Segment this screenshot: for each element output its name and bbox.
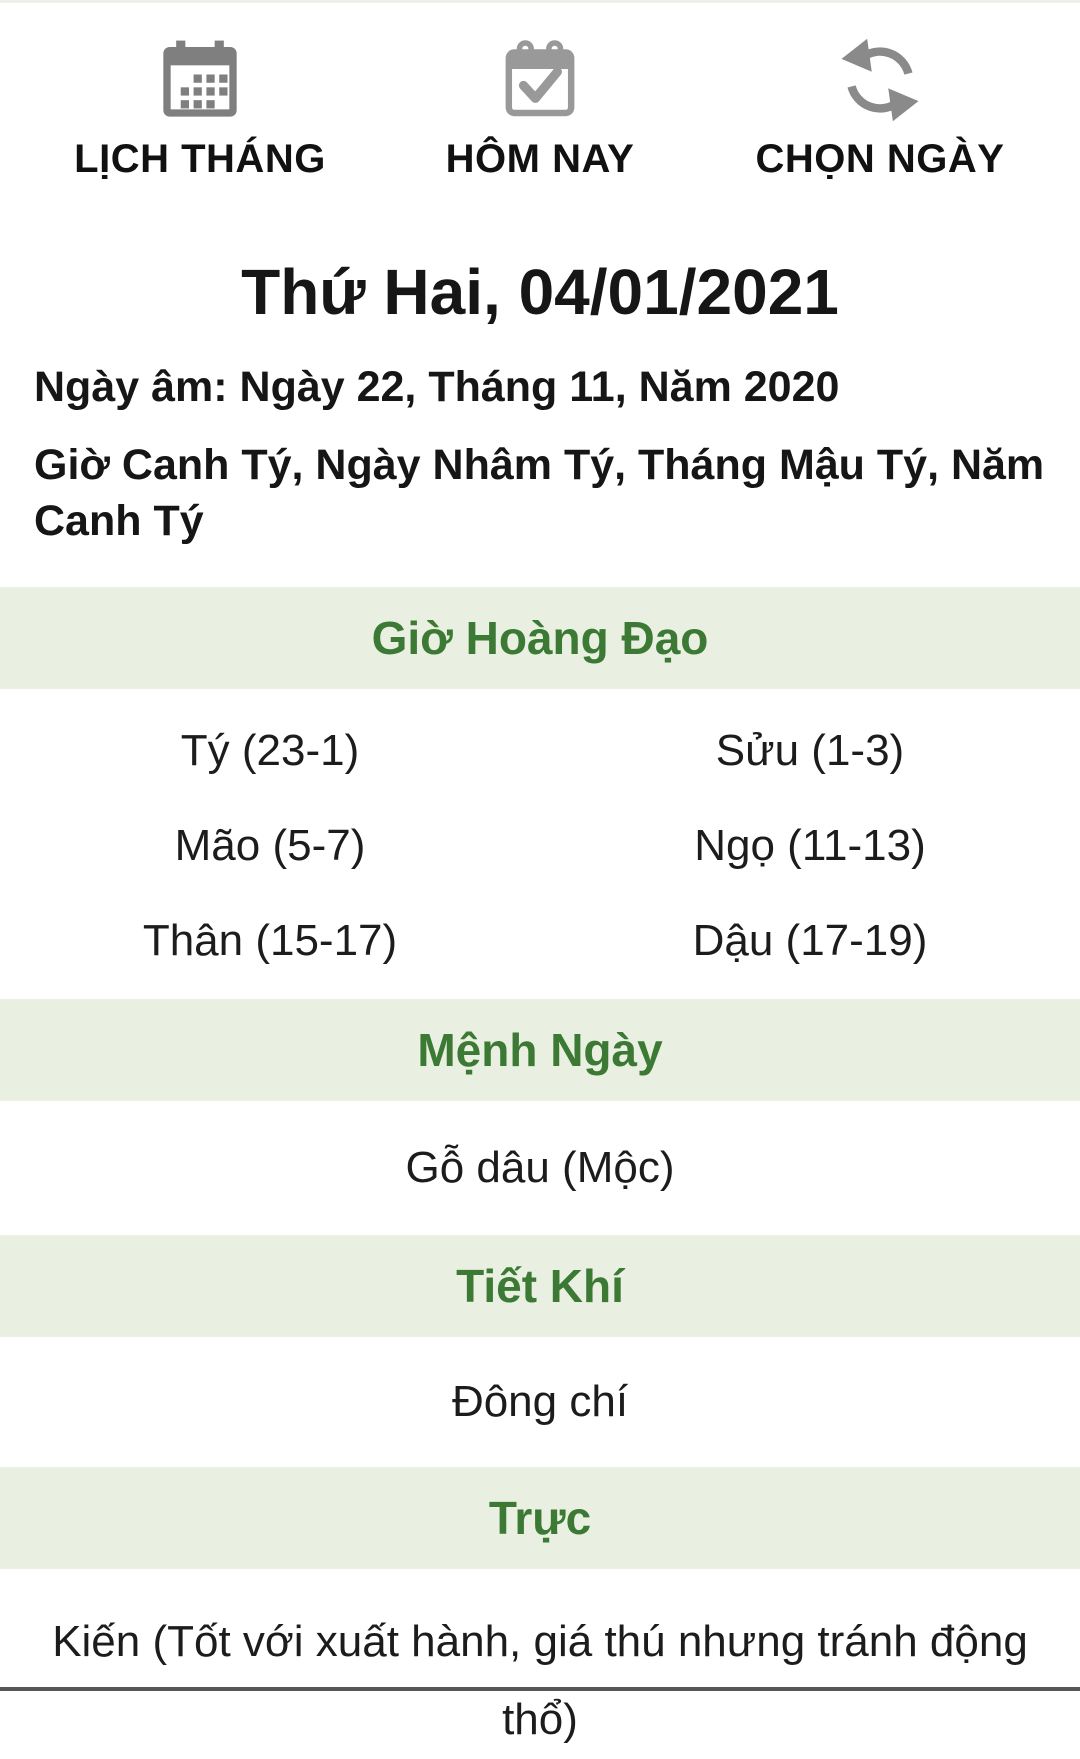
refresh-arrows-icon [836,35,924,125]
month-calendar-label: LỊCH THÁNG [74,137,326,181]
hour-item: Thân (15-17) [142,915,398,965]
choose-date-button[interactable] [710,3,1050,182]
month-calendar-icon [156,35,244,125]
month-calendar-button[interactable] [30,3,370,182]
section-title: Giờ Hoàng Đạo [371,612,709,664]
auspicious-hours-grid [0,689,1080,999]
choose-date-label: CHỌN NGÀY [755,137,1005,181]
hour-item: Tý (23-1) [180,725,360,775]
section-title: Trực [488,1492,592,1544]
today-button[interactable] [370,3,710,182]
toolbar [0,3,1080,203]
hour-item: Sửu (1-3) [715,725,905,775]
today-check-calendar-icon [496,35,584,125]
canchi-line: Giờ Canh Tý, Ngày Nhâm Tý, Tháng Mậu Tý, Năm Canh Tý [34,441,1045,545]
section-header-truc [0,1467,1080,1569]
bottom-divider [0,1687,1080,1691]
menh-ngay-value: Gỗ dâu (Mộc) [405,1143,675,1192]
hour-item: Dậu (17-19) [692,915,928,965]
section-header-tiet-khi [0,1235,1080,1337]
solar-date-title: Thứ Hai, 04/01/2021 [241,256,839,328]
section-title: Mệnh Ngày [417,1024,663,1076]
hour-item: Ngọ (11-13) [694,820,926,870]
today-label: HÔM NAY [445,137,635,181]
section-header-menh-ngay [0,999,1080,1101]
section-title: Tiết Khí [456,1260,624,1312]
section-header-gio-hoang-dao [0,587,1080,689]
tiet-khi-value: Đông chí [451,1377,629,1426]
truc-value: Kiến (Tốt với xuất hành, giá thú nhưng tránh động thổ) [52,1617,1028,1744]
lunar-date-line: Ngày âm: Ngày 22, Tháng 11, Năm 2020 [34,363,840,411]
hour-item: Mão (5-7) [174,820,366,870]
